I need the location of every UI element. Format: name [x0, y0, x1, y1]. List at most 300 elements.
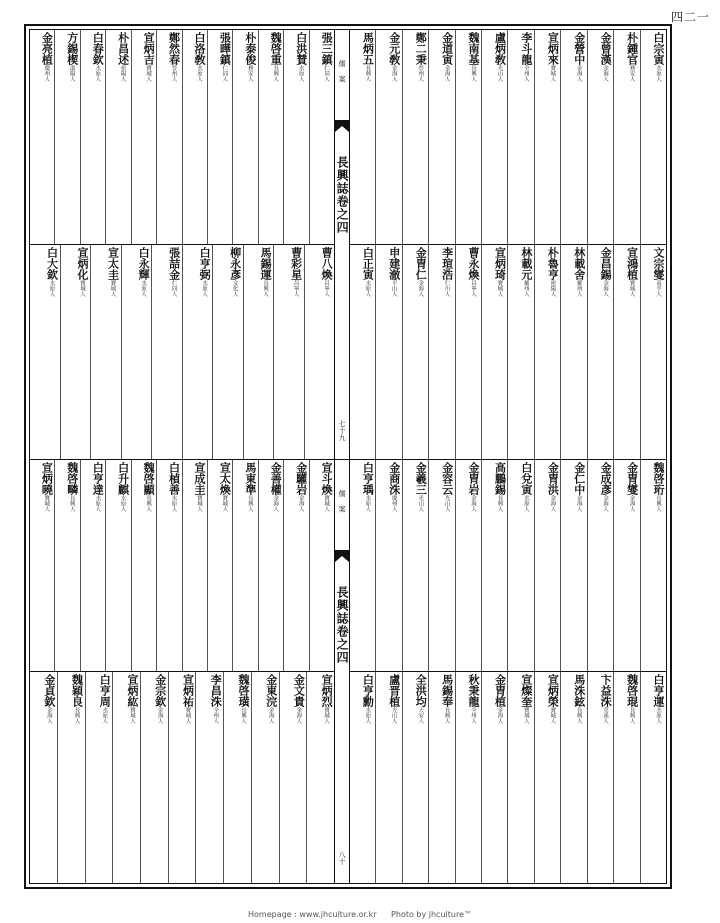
person-name: 魏穎良 — [70, 674, 84, 707]
name-entry — [207, 460, 232, 671]
person-note: 長興人 — [496, 495, 503, 512]
person-note: 仁川人 — [443, 280, 450, 297]
register-band — [350, 30, 666, 245]
name-entry — [30, 245, 60, 459]
name-entry — [60, 245, 91, 459]
person-name: 魏啓琨 — [625, 674, 639, 707]
person-note: 水原人 — [522, 495, 529, 512]
person-name: 高鵬錫 — [493, 462, 507, 495]
name-entry — [350, 245, 375, 459]
person-name: 卞益洙 — [599, 674, 613, 707]
person-name: 金成彥 — [599, 462, 613, 495]
name-entry — [428, 672, 454, 883]
person-note: 水原人 — [364, 707, 371, 724]
person-name: 林載元 — [519, 247, 533, 280]
name-entry — [112, 672, 140, 883]
person-name: 白亨勳 — [361, 674, 375, 707]
name-entry — [640, 460, 666, 671]
person-note: 金海人 — [549, 495, 556, 512]
person-name: 金昌錫 — [599, 247, 613, 280]
name-entry — [131, 30, 156, 244]
person-name: 宣炳化 — [76, 247, 90, 280]
person-name: 白亨弼 — [198, 247, 212, 280]
person-name: 宣炳來 — [546, 32, 560, 65]
name-entry — [402, 672, 428, 883]
person-name: 馬洙鉉 — [572, 674, 586, 707]
person-name: 馬錫運 — [259, 247, 273, 280]
person-note: 長興人 — [262, 280, 269, 297]
name-entry — [207, 30, 232, 244]
person-note: 寶城人 — [549, 65, 556, 82]
name-entry — [350, 460, 375, 671]
person-note: 長興人 — [575, 707, 582, 724]
left-half-page — [30, 30, 334, 459]
name-entry — [481, 245, 507, 459]
name-entry — [182, 30, 207, 244]
name-entry — [375, 30, 401, 244]
top-spread — [30, 30, 666, 460]
person-note: 慶州人 — [390, 495, 397, 512]
name-entry — [560, 460, 586, 671]
name-entry — [507, 245, 533, 459]
person-note: 寶城人 — [496, 280, 503, 297]
person-note: 水原人 — [297, 65, 304, 82]
person-note: 長興人 — [443, 707, 450, 724]
person-name: 馬東準 — [243, 462, 257, 495]
person-name: 白兌寅 — [519, 462, 533, 495]
person-note: 寶城人 — [323, 495, 330, 512]
person-note: 水原人 — [201, 280, 208, 297]
person-note: 長興人 — [364, 65, 371, 82]
person-note: 金海人 — [575, 65, 582, 82]
name-entry — [560, 30, 586, 244]
name-entry — [455, 672, 481, 883]
name-entry — [375, 460, 401, 671]
person-note: 水原人 — [101, 707, 108, 724]
person-name: 馬錫奉 — [440, 674, 454, 707]
register — [30, 460, 334, 883]
person-name: 金胄洪 — [546, 462, 560, 495]
person-note: 光山人 — [496, 65, 503, 82]
name-entry — [534, 460, 560, 671]
person-note: 金海人 — [417, 280, 424, 297]
person-name: 林載舍 — [572, 247, 586, 280]
person-name: 金商洙 — [387, 462, 401, 495]
person-name: 白洛敎 — [192, 32, 206, 65]
person-name: 金胄植 — [493, 674, 507, 707]
person-note: 光山人 — [443, 495, 450, 512]
person-note: 長興人 — [145, 495, 152, 512]
person-name: 宣炳烈 — [320, 674, 334, 707]
person-name: 鄭二秉 — [414, 32, 428, 65]
person-note: 水原人 — [364, 280, 371, 297]
person-name: 全洪均 — [414, 674, 428, 707]
name-entry — [80, 460, 105, 671]
person-note: 仁同人 — [221, 65, 228, 82]
register-band — [30, 245, 334, 459]
person-note: 晉州人 — [417, 65, 424, 82]
person-note: 水原人 — [140, 280, 147, 297]
person-name: 魏啓珩 — [652, 462, 665, 495]
name-entry — [121, 245, 152, 459]
person-name: 金道寅 — [440, 32, 454, 65]
person-name: 魏啓璜 — [236, 674, 250, 707]
person-note: 長興人 — [655, 495, 661, 512]
person-name: 李斗龍 — [519, 32, 533, 65]
person-note: 務安人 — [246, 65, 253, 82]
person-note: 全州人 — [522, 65, 529, 82]
person-note: 昌寧人 — [470, 280, 477, 297]
person-note: 天安人 — [417, 707, 424, 724]
name-entry — [279, 672, 307, 883]
person-note: 長興人 — [628, 707, 635, 724]
name-entry — [350, 672, 375, 883]
person-name: 金東浣 — [264, 674, 278, 707]
person-name: 金胄燮 — [625, 462, 639, 495]
name-entry — [212, 245, 243, 459]
person-name: 金宗欽 — [153, 674, 167, 707]
person-name: 宣鴻植 — [625, 247, 639, 280]
name-entry — [534, 672, 560, 883]
name-entry — [232, 460, 257, 671]
person-note: 昌寧人 — [323, 280, 330, 297]
person-name: 白亨周 — [98, 674, 112, 707]
person-note: 慶州人 — [43, 65, 50, 82]
name-entry — [251, 672, 279, 883]
person-name: 金胄岩 — [467, 462, 481, 495]
person-note: 長興人 — [73, 707, 80, 724]
person-name: 金營中 — [572, 32, 586, 65]
person-name: 魏南基 — [467, 32, 481, 65]
name-entry — [350, 30, 375, 244]
name-entry — [507, 460, 533, 671]
person-note: 寶城人 — [184, 707, 191, 724]
page-number: 四二一 — [670, 10, 710, 24]
person-name: 朴鍾官 — [625, 32, 639, 65]
name-entry — [613, 245, 639, 459]
person-name: 金貞欽 — [42, 674, 56, 707]
name-entry — [131, 460, 156, 671]
person-note: 寶城人 — [323, 707, 330, 724]
person-note: 金海人 — [295, 707, 302, 724]
person-note: 金海人 — [45, 707, 52, 724]
page-frame — [24, 24, 672, 889]
name-entry — [223, 672, 251, 883]
section-mark: 儒 案 — [338, 60, 347, 86]
person-note: 寶城人 — [628, 280, 635, 297]
person-name: 金羲三 — [414, 462, 428, 495]
name-entry — [105, 460, 130, 671]
name-entry — [151, 245, 182, 459]
person-name: 金文貴 — [292, 674, 306, 707]
name-entry — [481, 30, 507, 244]
name-entry — [613, 30, 639, 244]
name-entry — [455, 245, 481, 459]
bottom-spread — [30, 460, 666, 883]
person-name: 宣斗煥 — [320, 462, 334, 495]
person-name: 金容云 — [440, 462, 454, 495]
folio-number: 八十 — [338, 851, 347, 865]
person-name: 馬炳五 — [361, 32, 375, 65]
name-entry — [507, 30, 533, 244]
person-note: 長興人 — [272, 65, 279, 82]
name-entry — [54, 460, 79, 671]
person-name: 宣燦奎 — [519, 674, 533, 707]
name-entry — [85, 672, 113, 883]
person-note: 金海人 — [272, 495, 279, 512]
person-name: 盧晋植 — [387, 674, 401, 707]
name-entry — [30, 672, 57, 883]
person-note: 全州人 — [470, 707, 477, 724]
name-entry — [640, 245, 666, 459]
person-note: 金海人 — [602, 495, 609, 512]
person-note: 羅州人 — [522, 280, 529, 297]
register-band — [350, 672, 666, 883]
person-name: 張曄鎮 — [218, 32, 232, 65]
person-note: 羅州人 — [575, 280, 582, 297]
person-name: 張三鎮 — [320, 32, 334, 65]
person-note: 金海人 — [267, 707, 274, 724]
person-name: 宣炳曉 — [40, 462, 54, 495]
person-name: 申建澈 — [387, 247, 401, 280]
name-entry — [507, 672, 533, 883]
name-entry — [402, 245, 428, 459]
person-name: 柳永彥 — [228, 247, 242, 280]
person-name: 朴泰俊 — [243, 32, 257, 65]
person-note: 晉州人 — [170, 65, 177, 82]
person-name: 白亨達 — [91, 462, 105, 495]
person-note: 仁同人 — [170, 280, 177, 297]
person-note: 寶城人 — [549, 707, 556, 724]
person-note: 水原人 — [655, 65, 661, 82]
name-entry — [402, 30, 428, 244]
person-note: 水原人 — [170, 495, 177, 512]
register-band — [30, 30, 334, 245]
person-name: 宣炳吉 — [142, 32, 156, 65]
person-name: 白升麒 — [116, 462, 130, 495]
person-name: 魏啓重 — [269, 32, 283, 65]
person-note: 金海人 — [297, 495, 304, 512]
name-entry — [156, 460, 181, 671]
person-note: 水原人 — [94, 65, 101, 82]
name-entry — [258, 460, 283, 671]
name-entry — [54, 30, 79, 244]
person-name: 白正寅 — [361, 247, 375, 280]
name-entry — [534, 30, 560, 244]
person-name: 白楨善 — [167, 462, 181, 495]
name-entry — [57, 672, 85, 883]
name-entry — [455, 30, 481, 244]
person-note: 密陽人 — [549, 280, 556, 297]
person-name: 李昌洙 — [209, 674, 223, 707]
person-note: 金海人 — [575, 495, 582, 512]
name-entry — [309, 30, 334, 244]
person-note: 文化人 — [231, 280, 238, 297]
name-entry — [587, 30, 613, 244]
person-note: 金海人 — [470, 495, 477, 512]
name-entry — [283, 460, 308, 671]
person-note: 光山人 — [417, 495, 424, 512]
name-entry — [587, 245, 613, 459]
name-entry — [613, 672, 639, 883]
person-name: 金胄仁 — [414, 247, 428, 280]
person-name: 宣太圭 — [106, 247, 120, 280]
person-note: 水原人 — [364, 495, 371, 512]
person-name: 白宗寅 — [652, 32, 665, 65]
book-title: 長興誌卷之四 — [335, 586, 350, 664]
folio-number: 七十九 — [338, 420, 347, 441]
person-name: 朴魯亨 — [546, 247, 560, 280]
name-entry — [258, 30, 283, 244]
name-entry — [90, 245, 121, 459]
person-note: 南平人 — [655, 280, 661, 297]
footer-photo: Photo by jhculture™ — [391, 910, 472, 919]
person-name: 曹彩星 — [289, 247, 303, 280]
person-name: 白亨瑀 — [361, 462, 375, 495]
name-entry — [30, 460, 54, 671]
person-name: 白亨運 — [652, 674, 665, 707]
person-note: 金海人 — [496, 707, 503, 724]
person-note: 寶城人 — [195, 495, 202, 512]
person-name: 白永輝 — [137, 247, 151, 280]
name-entry — [560, 672, 586, 883]
name-entry — [613, 460, 639, 671]
name-entry — [587, 460, 613, 671]
book-title: 長興誌卷之四 — [335, 156, 350, 234]
person-note: 昌寧人 — [292, 280, 299, 297]
person-note: 密陽人 — [119, 65, 126, 82]
person-name: 盧炳敎 — [493, 32, 507, 65]
person-note: 水原人 — [195, 65, 202, 82]
person-name: 金曾漢 — [599, 32, 613, 65]
person-name: 曹八煥 — [320, 247, 334, 280]
name-entry — [232, 30, 257, 244]
register — [350, 460, 666, 883]
name-entry — [640, 672, 666, 883]
person-name: 魏啓顯 — [142, 462, 156, 495]
person-note: 水原人 — [48, 280, 55, 297]
person-name: 白大欽 — [45, 247, 59, 280]
person-note: 長興人 — [246, 495, 253, 512]
person-name: 張喆金 — [167, 247, 181, 280]
person-note: 溫陽人 — [68, 65, 75, 82]
name-entry — [140, 672, 168, 883]
person-note: 金海人 — [602, 65, 609, 82]
page-frame-inner — [29, 29, 667, 884]
person-name: 金善權 — [269, 462, 283, 495]
left-half-page — [30, 460, 334, 883]
fish-tail-mark-icon — [335, 550, 349, 562]
name-entry — [168, 672, 196, 883]
person-note: 水原人 — [119, 495, 126, 512]
name-entry — [455, 460, 481, 671]
person-note: 寶城人 — [145, 65, 152, 82]
person-note: 長興人 — [68, 495, 75, 512]
name-entry — [428, 30, 454, 244]
person-note: 寶城人 — [522, 707, 529, 724]
person-name: 宣成圭 — [192, 462, 206, 495]
person-note: 寶城人 — [79, 280, 86, 297]
person-note: 寶城人 — [129, 707, 136, 724]
person-name: 白洪賛 — [294, 32, 308, 65]
name-entry — [243, 245, 274, 459]
person-name: 曹永煥 — [467, 247, 481, 280]
person-note: 全州人 — [212, 707, 219, 724]
person-name: 李瑄浩 — [440, 247, 454, 280]
register — [350, 30, 666, 459]
register-band — [350, 245, 666, 459]
center-fold — [334, 460, 350, 883]
name-entry — [309, 460, 334, 671]
right-half-page — [350, 30, 666, 459]
person-name: 朴昌述 — [116, 32, 130, 65]
person-name: 宣太煥 — [218, 462, 232, 495]
name-entry — [640, 30, 666, 244]
person-note: 務安人 — [628, 65, 635, 82]
person-note: 草溪人 — [602, 707, 609, 724]
person-name: 宣炳紘 — [126, 674, 140, 707]
person-note: 金海人 — [390, 65, 397, 82]
person-name: 宣炳祐 — [181, 674, 195, 707]
person-name: 宣炳榮 — [546, 674, 560, 707]
fish-tail-mark-icon — [335, 120, 349, 132]
person-name: 金亮植 — [40, 32, 54, 65]
person-note: 金海人 — [628, 495, 635, 512]
person-name: 魏啓疄 — [65, 462, 79, 495]
person-name: 金元敎 — [387, 32, 401, 65]
name-entry — [182, 460, 207, 671]
name-entry — [428, 460, 454, 671]
person-note: 平山人 — [390, 280, 397, 297]
register-band — [30, 672, 334, 883]
name-entry — [283, 30, 308, 244]
person-name: 鄭然春 — [167, 32, 181, 65]
name-entry — [156, 30, 181, 244]
name-entry — [306, 672, 334, 883]
name-entry — [534, 245, 560, 459]
person-note: 寶城人 — [221, 495, 228, 512]
name-entry — [182, 245, 213, 459]
name-entry — [273, 245, 304, 459]
person-note: 長興人 — [470, 65, 477, 82]
name-entry — [481, 460, 507, 671]
name-entry — [402, 460, 428, 671]
person-note: 金海人 — [602, 280, 609, 297]
register-band — [350, 460, 666, 672]
person-name: 方錫楔 — [65, 32, 79, 65]
footer-homepage: Homepage : www.jhculture.or.kr — [247, 910, 377, 919]
person-note: 寶城人 — [43, 495, 50, 512]
person-name: 秋秉龍 — [467, 674, 481, 707]
register — [30, 30, 334, 459]
person-note: 寶城人 — [109, 280, 116, 297]
person-note: 仁同人 — [323, 65, 330, 82]
person-note: 光山人 — [390, 707, 397, 724]
name-entry — [428, 245, 454, 459]
name-entry — [375, 245, 401, 459]
person-note: 水原人 — [94, 495, 101, 512]
name-entry — [587, 672, 613, 883]
name-entry — [80, 30, 105, 244]
person-note: 水原人 — [655, 707, 661, 724]
section-mark: 儒 案 — [338, 490, 347, 516]
name-entry — [481, 672, 507, 883]
center-fold — [334, 30, 350, 459]
name-entry — [304, 245, 335, 459]
person-note: 金海人 — [443, 65, 450, 82]
name-entry — [375, 672, 401, 883]
person-name: 金驩岩 — [294, 462, 308, 495]
